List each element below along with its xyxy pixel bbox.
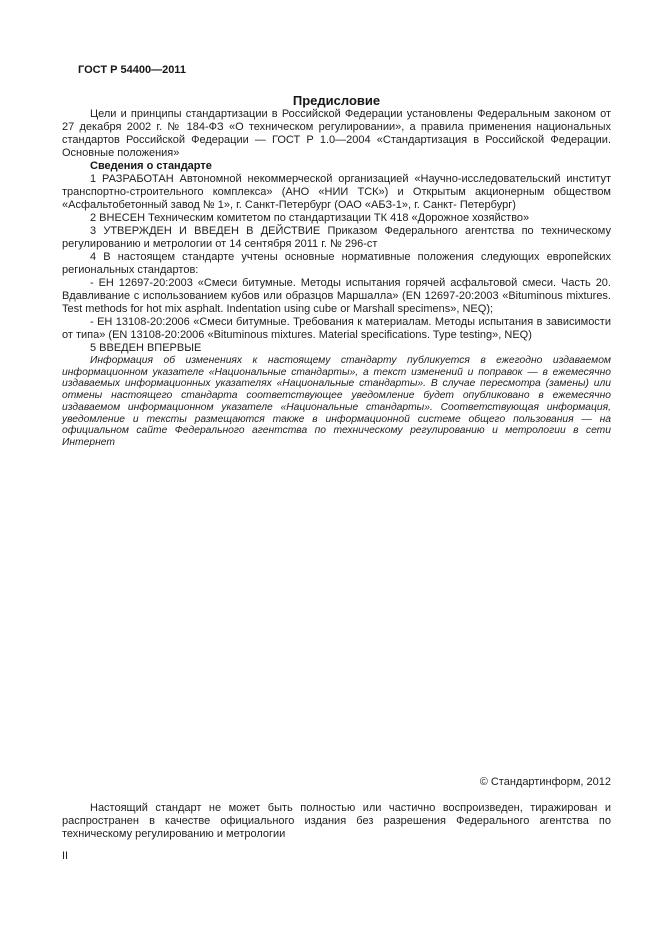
amendments-note: Информация об изменениях к настоящему стандарту публикуется в ежегодно издаваемом информационном указателе «Национальные стандарты», а текст изменений и поправок — в ежемесячно издаваемых информационных указателях «Национальные стандарты». В случае пересмотра (замены) или отмены настоящего стандарта соответствующее уведомление будет опубликовано в ежемесячно издаваемом информационном указателе «Национальные стандарты». Соответствующая информация, уведомление и тексты размещаются также в информационной системе общего пользования — на официальном сайте Федерального агентства по техническому регулированию и метрологии в сети Интернет: [62, 355, 611, 448]
copyright-line: © Стандартинформ, 2012: [479, 776, 611, 788]
standard-info-heading: Сведения о стандарте: [90, 160, 212, 172]
clause-2-submitted: 2 ВНЕСЕН Техническим комитетом по стандартизации ТК 418 «Дорожное хозяйство»: [90, 212, 530, 224]
clause-4-item-en12697: - ЕН 12697-20:2003 «Смеси битумные. Методы испытания горячей асфальтовой смеси. Часть 20. Вдавливание с использованием кубов или образцов Маршалла» (EN 12697-20:2003 «Bituminous mixtures. Test methods for hot mix asphalt. Indentation using cube or Marshall specimens», NEQ);: [62, 277, 611, 315]
clause-1-developed: 1 РАЗРАБОТАН Автономной некоммерческой организацией «Научно-исследовательский институт транспортно-строительного комплекса» (АНО «НИИ ТСК») и Открытым акционерным обществом «Асфальтобетонный завод № 1», г. Санкт-Петербург (ОАО «АБЗ-1», г. Санкт- Петербург): [62, 173, 611, 211]
distribution-notice: Настоящий стандарт не может быть полностью или частично воспроизведен, тиражирован и распространен в качестве официального издания без разрешения Федерального агентства по техническому регулированию и метрологии: [62, 802, 611, 840]
intro-paragraph: Цели и принципы стандартизации в Российской Федерации установлены Федеральным законом от 27 декабря 2002 г. № 184-ФЗ «О техническом регулировании», а правила применения национальных стандартов Российской Федерации — ГОСТ Р 1.0—2004 «Стандартизация в Российской Федерации. Основные положения»: [62, 108, 611, 159]
page-title: Предисловие: [292, 93, 381, 108]
page-content: [62, 0, 611, 862]
clause-5-first-edition: 5 ВВЕДЕН ВПЕРВЫЕ: [90, 342, 202, 354]
running-header: ГОСТ Р 54400—2011: [78, 64, 186, 76]
clause-3-approved: 3 УТВЕРЖДЕН И ВВЕДЕН В ДЕЙСТВИЕ Приказом Федерального агентства по техническому регулированию и метрологии от 14 сентября 2011 г. № 296-ст: [62, 225, 611, 250]
page-number: II: [62, 850, 69, 862]
clause-4-harmonization: 4 В настоящем стандарте учтены основные нормативные положения следующих европейских региональных стандартов:: [62, 251, 611, 276]
clause-4-item-en13108: - ЕН 13108-20:2006 «Смеси битумные. Требования к материалам. Методы испытания в зависимости от типа» (EN 13108-20:2006 «Bituminous mixtures. Material specifications. Type testing», NEQ): [62, 316, 611, 341]
